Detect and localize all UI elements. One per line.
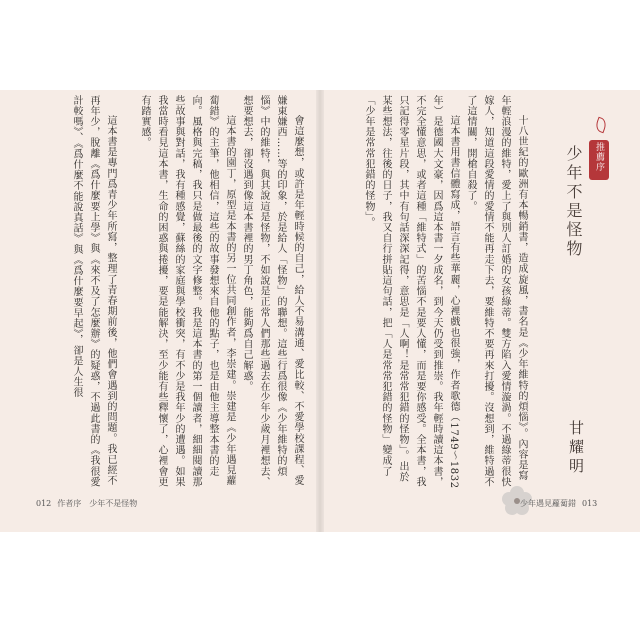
left-paragraph-1: 會這麼想，或許是年輕時候的自己，給人不易溝通、愛比較、不愛學校課程、愛嫌東嫌西……等的印象，於是給人「怪物」的聯想。這些行爲很像《少年維特的煩惱》中的維特，與其說這是怪物，不如說是正常人們那些過去在少年少歲月裡想去、想要想去，卻沒遇到像這本書裡的男丁角色，能夠爲自己解惑。 bbox=[241, 95, 303, 488]
right-paragraph-2: 這本書用書信體寫成，語言有些華麗，心裡戲也很強，作者歌德（1749～1832年）是德國大文豪，因爲這本書一夕成名，到今天仍受到推崇。我年輕時讀這本書，不完全懂意思，或者這種「維特式」的苦惱不是要人懂，而是要你感受。全本書，我只記得零星片段，其中有句話深深記得，意思是「人啊！是常常犯錯的怪物」。出於某些想法，往後的日子，我又自行拼貼這句話，把「人是常常犯錯的怪物」變成了「少年是常常犯錯的怪物」。 bbox=[363, 95, 459, 489]
left-page-number: 012 bbox=[36, 499, 52, 508]
right-footer bbox=[520, 498, 597, 509]
right-running-head: 少年遇見蘿蔔錯 bbox=[520, 499, 576, 508]
section-badge bbox=[589, 140, 609, 180]
left-paragraph-3: 這本書是專門爲青少年所寫，整理了青春期前後，他們會遇到的問題。我已經不再年少，脫離《爲什麼要上學》與《來不及了怎麼辦》的疑惑，不過此書的《我很愛計較嗎》、《爲什麼不能說真話》與《爲什麼要早起》，卻是人生很 bbox=[71, 95, 116, 488]
author-name: 甘耀明 bbox=[567, 420, 585, 477]
left-page-body bbox=[10, 95, 306, 490]
left-footer bbox=[36, 498, 137, 509]
section-badge-label: 推薦序 bbox=[594, 142, 604, 172]
left-running-head: 作者序 少年不是怪物 bbox=[57, 499, 138, 508]
right-page-body bbox=[350, 95, 530, 490]
right-page-number: 013 bbox=[582, 499, 598, 508]
chapter-title: 少年不是怪物 bbox=[564, 145, 583, 259]
page-gutter bbox=[316, 90, 324, 532]
left-paragraph-2: 這本書的園丁，原型是本書的另一位共同創作者，李崇建。崇建是《少年遇見蘿蔔錯》的主筆，他相信，這些的故事發想來自他的點子，也是由他主導整本書的走向。風格與完稿，我只是做最後的文字修整。我是這本書的第一個讀者，細細閱讀那些故事與對話，我有種感覺，蘇絲的家庭與學校衝突，有不少是我年少的遭遇。如果我當時看見這本書，生命的困惑與捲擾，要是能解決，至少能有些釋懷了，心裡會更有踏實感。 bbox=[139, 95, 235, 488]
right-paragraph-1: 十八世紀的歐洲有本暢銷書，造成旋風，書名是《少年維特的煩惱》。內容是寫年輕浪漫的維特，愛上了與別人訂婚的女孩綠蒂。雙方陷入愛情漩渦。不過綠蒂很快嫁人，知道這段愛情的愛情不能再走下去，要維特不要再來打擾。沒想到，維特過不了這情關，開槍自殺了。 bbox=[465, 95, 527, 488]
